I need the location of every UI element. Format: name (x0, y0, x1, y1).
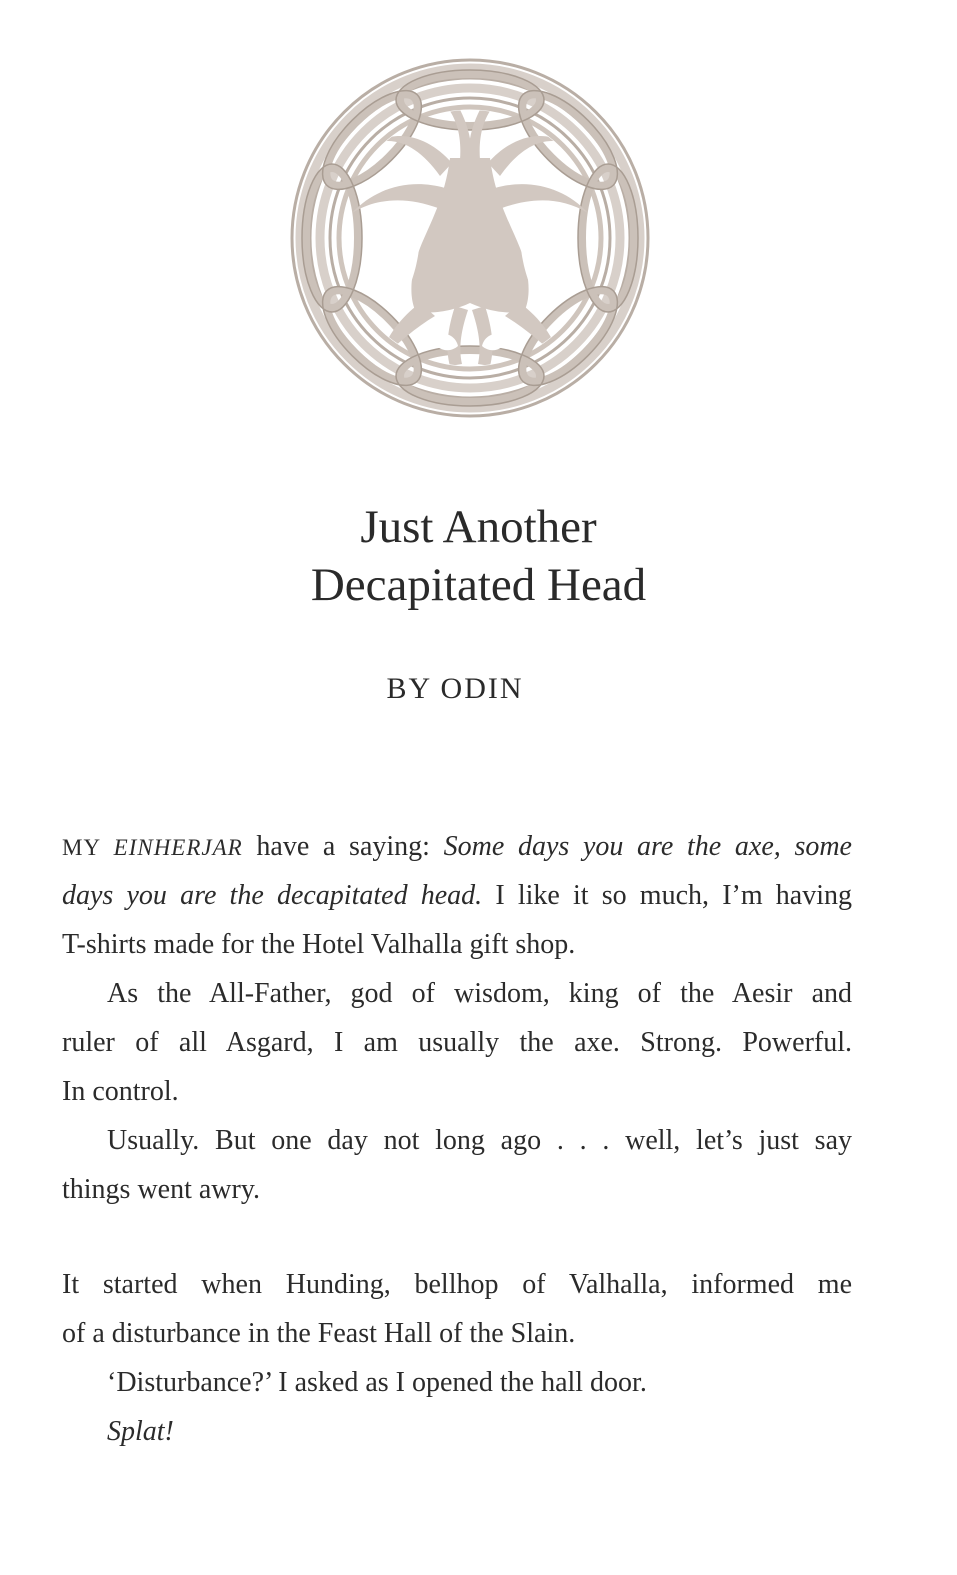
paragraph-2-line-1: As the All-Father, god of wisdom, king of the Aesir and (107, 978, 852, 1009)
paragraph-1-line-2 (62, 871, 852, 920)
saying-quote-part-1: Some days you are the axe, some (443, 831, 852, 862)
saying-intro: have a saying: (242, 831, 444, 862)
paragraph-4-line-2: of a disturbance in the Feast Hall of the Slain. (62, 1318, 576, 1349)
paragraph-6-line-1: Splat! (107, 1416, 174, 1447)
paragraph-1-line-1 (62, 822, 852, 871)
chapter-title-line-1: Just Another (360, 501, 597, 553)
paragraph-3-line-2: things went awry. (62, 1174, 261, 1205)
paragraph-2-line-2: ruler of all Asgard, I am usually the axe. Strong. Powerful. (62, 1027, 852, 1058)
paragraph-3-line-1: Usually. But one day not long ago . . . well, let’s just say (107, 1125, 852, 1156)
paragraph-1-line-2-rest: I like it so much, I’m having (482, 880, 853, 911)
emblem-graphic (280, 48, 660, 428)
paragraph-1-line-3: T-shirts made for the Hotel Valhalla gift shop. (62, 929, 576, 960)
opening-small-caps: MY (62, 835, 114, 860)
yggdrasil-tree-knot-emblem-icon (280, 48, 660, 428)
chapter-body (62, 822, 852, 1456)
chapter-byline: BY ODIN (386, 672, 524, 705)
chapter-title-line-2: Decapitated Head (310, 559, 647, 611)
paragraph-2-line-3: In control. (62, 1076, 179, 1107)
paragraph-4-line-1: It started when Hunding, bellhop of Valhalla, informed me (62, 1269, 852, 1300)
section-break (62, 1214, 852, 1260)
saying-quote-part-2: days you are the decapitated head. (62, 880, 483, 911)
einherjar-term: EINHERJAR (113, 835, 243, 860)
paragraph-5-line-1: ‘Disturbance?’ I asked as I opened the hall door. (107, 1367, 647, 1398)
chapter-title (0, 498, 957, 614)
